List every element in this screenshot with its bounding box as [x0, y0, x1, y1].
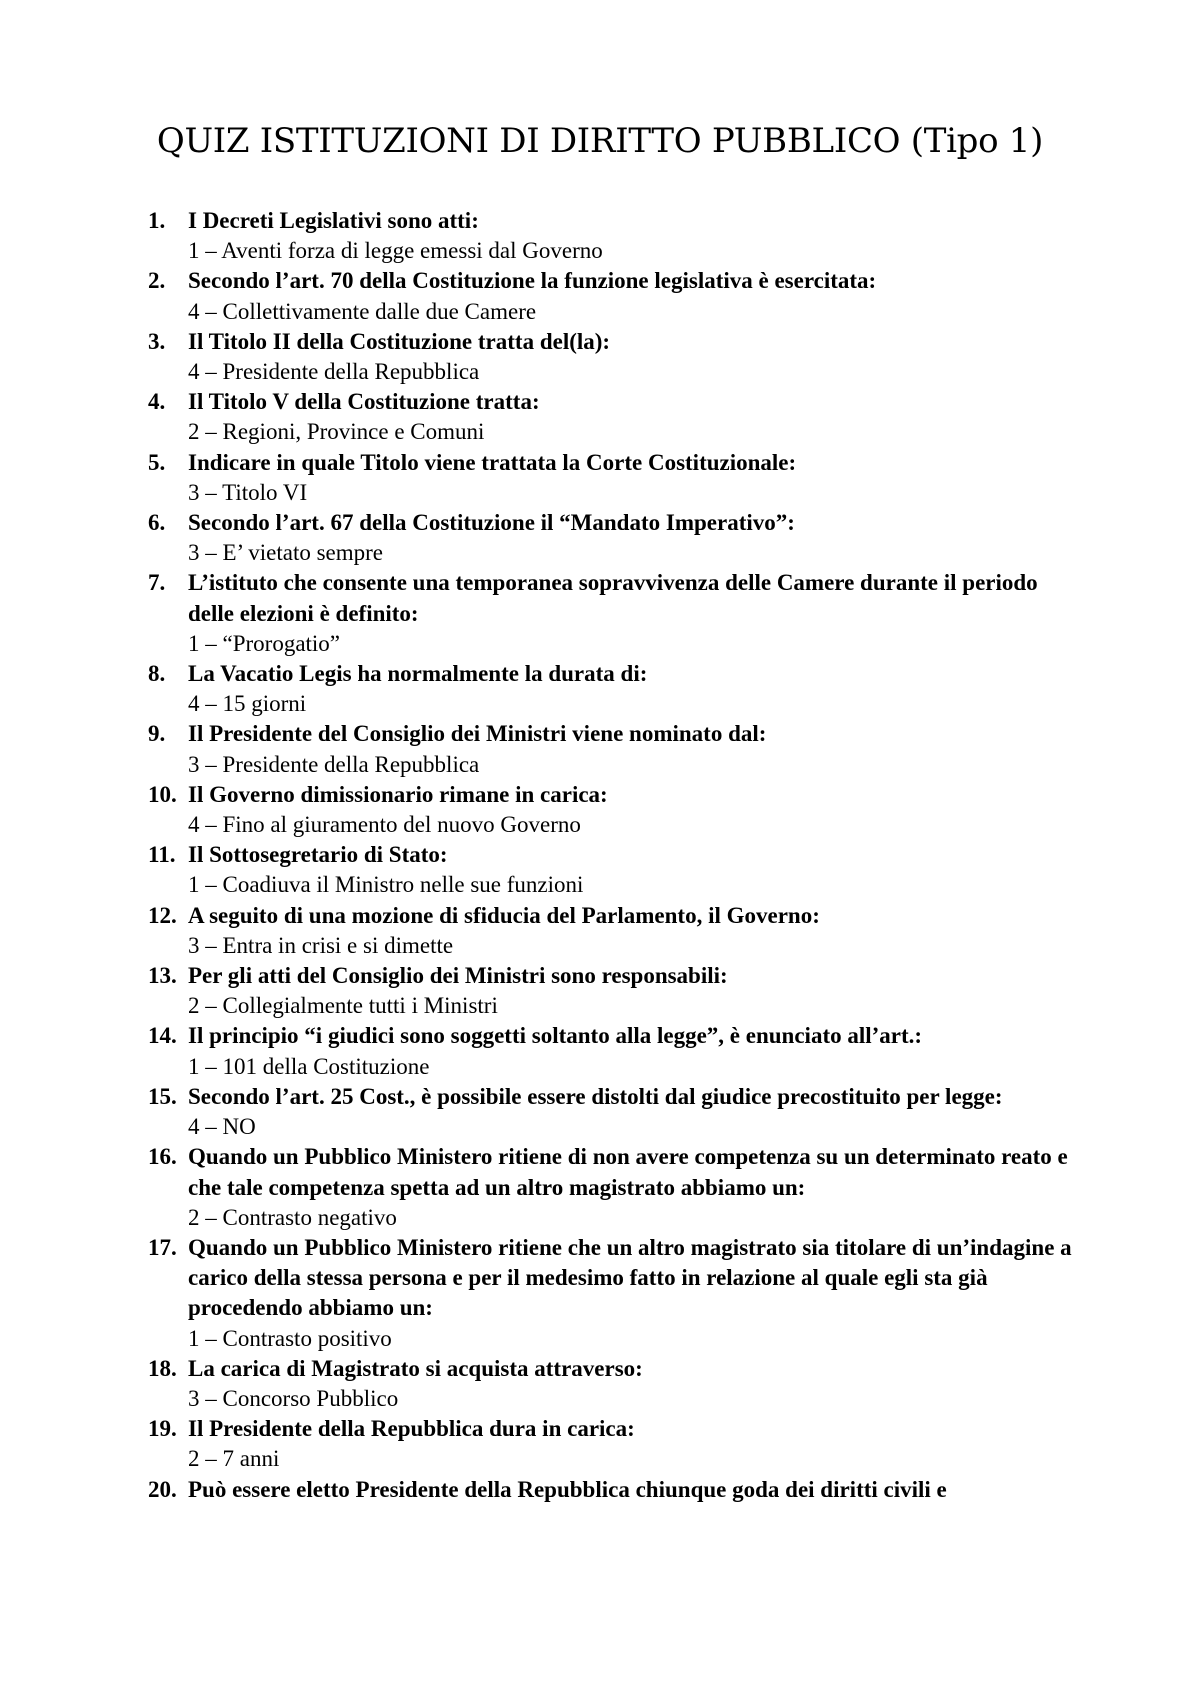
quiz-item — [148, 1082, 1088, 1142]
answer-text: 1 – Coadiuva il Ministro nelle sue funzioni — [188, 872, 584, 898]
question-number: 18. — [148, 1355, 177, 1381]
quiz-item — [148, 719, 1088, 779]
answer-text: 3 – Entra in crisi e si dimette — [188, 932, 454, 958]
question-text: Il Presidente del Consiglio dei Ministri viene nominato dal: — [188, 721, 767, 747]
question-text: L’istituto che consente una temporanea sopravvivenza delle Camere durante il periodo delle elezioni è definito: — [188, 570, 1038, 626]
quiz-item — [148, 1354, 1088, 1414]
question-number: 19. — [148, 1416, 177, 1442]
question-number: 3. — [148, 328, 166, 354]
quiz-item — [148, 901, 1088, 961]
question-number: 11. — [148, 842, 176, 868]
answer-text: 2 – Contrasto negativo — [188, 1204, 397, 1230]
question-text: Può essere eletto Presidente della Repubblica chiunque goda dei diritti civili e — [188, 1476, 947, 1502]
question-text: A seguito di una mozione di sfiducia del Parlamento, il Governo: — [188, 902, 820, 928]
quiz-item — [148, 448, 1088, 508]
question-text: Per gli atti del Consiglio dei Ministri sono responsabili: — [188, 963, 728, 989]
question-number: 17. — [148, 1234, 177, 1260]
question-text: Quando un Pubblico Ministero ritiene di non avere competenza su un determinato reato e che tale competenza spetta ad un altro magistrato abbiamo un: — [188, 1144, 1068, 1200]
question-number: 7. — [148, 570, 166, 596]
quiz-item — [148, 206, 1088, 266]
question-text: Il Titolo II della Costituzione tratta del(la): — [188, 328, 611, 354]
question-number: 2. — [148, 268, 166, 294]
question-text: I Decreti Legislativi sono atti: — [188, 208, 479, 233]
answer-text: 3 – Titolo VI — [188, 479, 308, 505]
answer-text: 4 – Collettivamente dalle due Camere — [188, 298, 537, 324]
answer-text: 4 – NO — [188, 1114, 256, 1140]
answer-text: 2 – 7 anni — [188, 1446, 280, 1472]
answer-text: 1 – Contrasto positivo — [188, 1325, 392, 1351]
question-number: 8. — [148, 661, 166, 687]
quiz-item — [148, 568, 1088, 659]
answer-text: 3 – E’ vietato sempre — [188, 540, 384, 566]
answer-text: 1 – Aventi forza di legge emessi dal Governo — [188, 238, 603, 264]
question-number: 20. — [148, 1476, 177, 1502]
quiz-item — [148, 266, 1088, 326]
quiz-item — [148, 1233, 1088, 1354]
question-number: 9. — [148, 721, 166, 747]
question-text: Il Presidente della Repubblica dura in carica: — [188, 1416, 635, 1442]
question-text: Il Sottosegretario di Stato: — [188, 842, 448, 868]
quiz-item — [148, 840, 1088, 900]
question-text: Indicare in quale Titolo viene trattata la Corte Costituzionale: — [188, 449, 797, 475]
quiz-item — [148, 387, 1088, 447]
question-number: 5. — [148, 449, 166, 475]
quiz-item — [148, 1142, 1088, 1233]
quiz-item — [148, 327, 1088, 387]
answer-text: 4 – 15 giorni — [188, 691, 307, 717]
answer-text: 2 – Collegialmente tutti i Ministri — [188, 993, 498, 1019]
question-text: La carica di Magistrato si acquista attraverso: — [188, 1355, 643, 1381]
question-number: 12. — [148, 902, 177, 928]
question-text: Il Governo dimissionario rimane in carica: — [188, 781, 608, 807]
answer-text: 3 – Concorso Pubblico — [188, 1385, 399, 1411]
question-number: 6. — [148, 510, 166, 536]
question-text: Secondo l’art. 70 della Costituzione la funzione legislativa è esercitata: — [188, 268, 877, 294]
question-text: Secondo l’art. 67 della Costituzione il “Mandato Imperativo”: — [188, 510, 795, 536]
quiz-item — [148, 780, 1088, 840]
quiz-item — [148, 1414, 1088, 1474]
page-title: QUIZ ISTITUZIONI DI DIRITTO PUBBLICO (Tipo 1) — [156, 121, 1044, 161]
answer-text: 3 – Presidente della Repubblica — [188, 751, 480, 777]
question-text: Quando un Pubblico Ministero ritiene che un altro magistrato sia titolare di un’indagine a carico della stessa persona e per il medesimo fatto in relazione al quale egli sta già procedendo abbiamo un: — [188, 1234, 1072, 1321]
answer-text: 2 – Regioni, Province e Comuni — [188, 419, 485, 445]
question-text: Secondo l’art. 25 Cost., è possibile essere distolti dal giudice precostituito per legge: — [188, 1083, 1003, 1109]
quiz-item — [148, 961, 1088, 1021]
question-number: 1. — [148, 208, 166, 233]
question-number: 10. — [148, 781, 177, 807]
question-number: 15. — [148, 1083, 177, 1109]
answer-text: 1 – 101 della Costituzione — [188, 1053, 430, 1079]
question-text: Il principio “i giudici sono soggetti soltanto alla legge”, è enunciato all’art.: — [188, 1023, 923, 1049]
answer-text: 4 – Presidente della Repubblica — [188, 359, 480, 385]
question-number: 13. — [148, 963, 177, 989]
question-number: 14. — [148, 1023, 177, 1049]
quiz-item — [148, 508, 1088, 568]
question-number: 16. — [148, 1144, 177, 1170]
quiz-question-list — [148, 206, 1088, 1505]
answer-text: 1 – “Prorogatio” — [188, 630, 341, 656]
answer-text: 4 – Fino al giuramento del nuovo Governo — [188, 812, 581, 838]
question-text: Il Titolo V della Costituzione tratta: — [188, 389, 540, 415]
quiz-item — [148, 659, 1088, 719]
question-number: 4. — [148, 389, 166, 415]
quiz-item — [148, 1475, 1088, 1505]
quiz-item — [148, 1021, 1088, 1081]
question-text: La Vacatio Legis ha normalmente la durata di: — [188, 661, 648, 687]
